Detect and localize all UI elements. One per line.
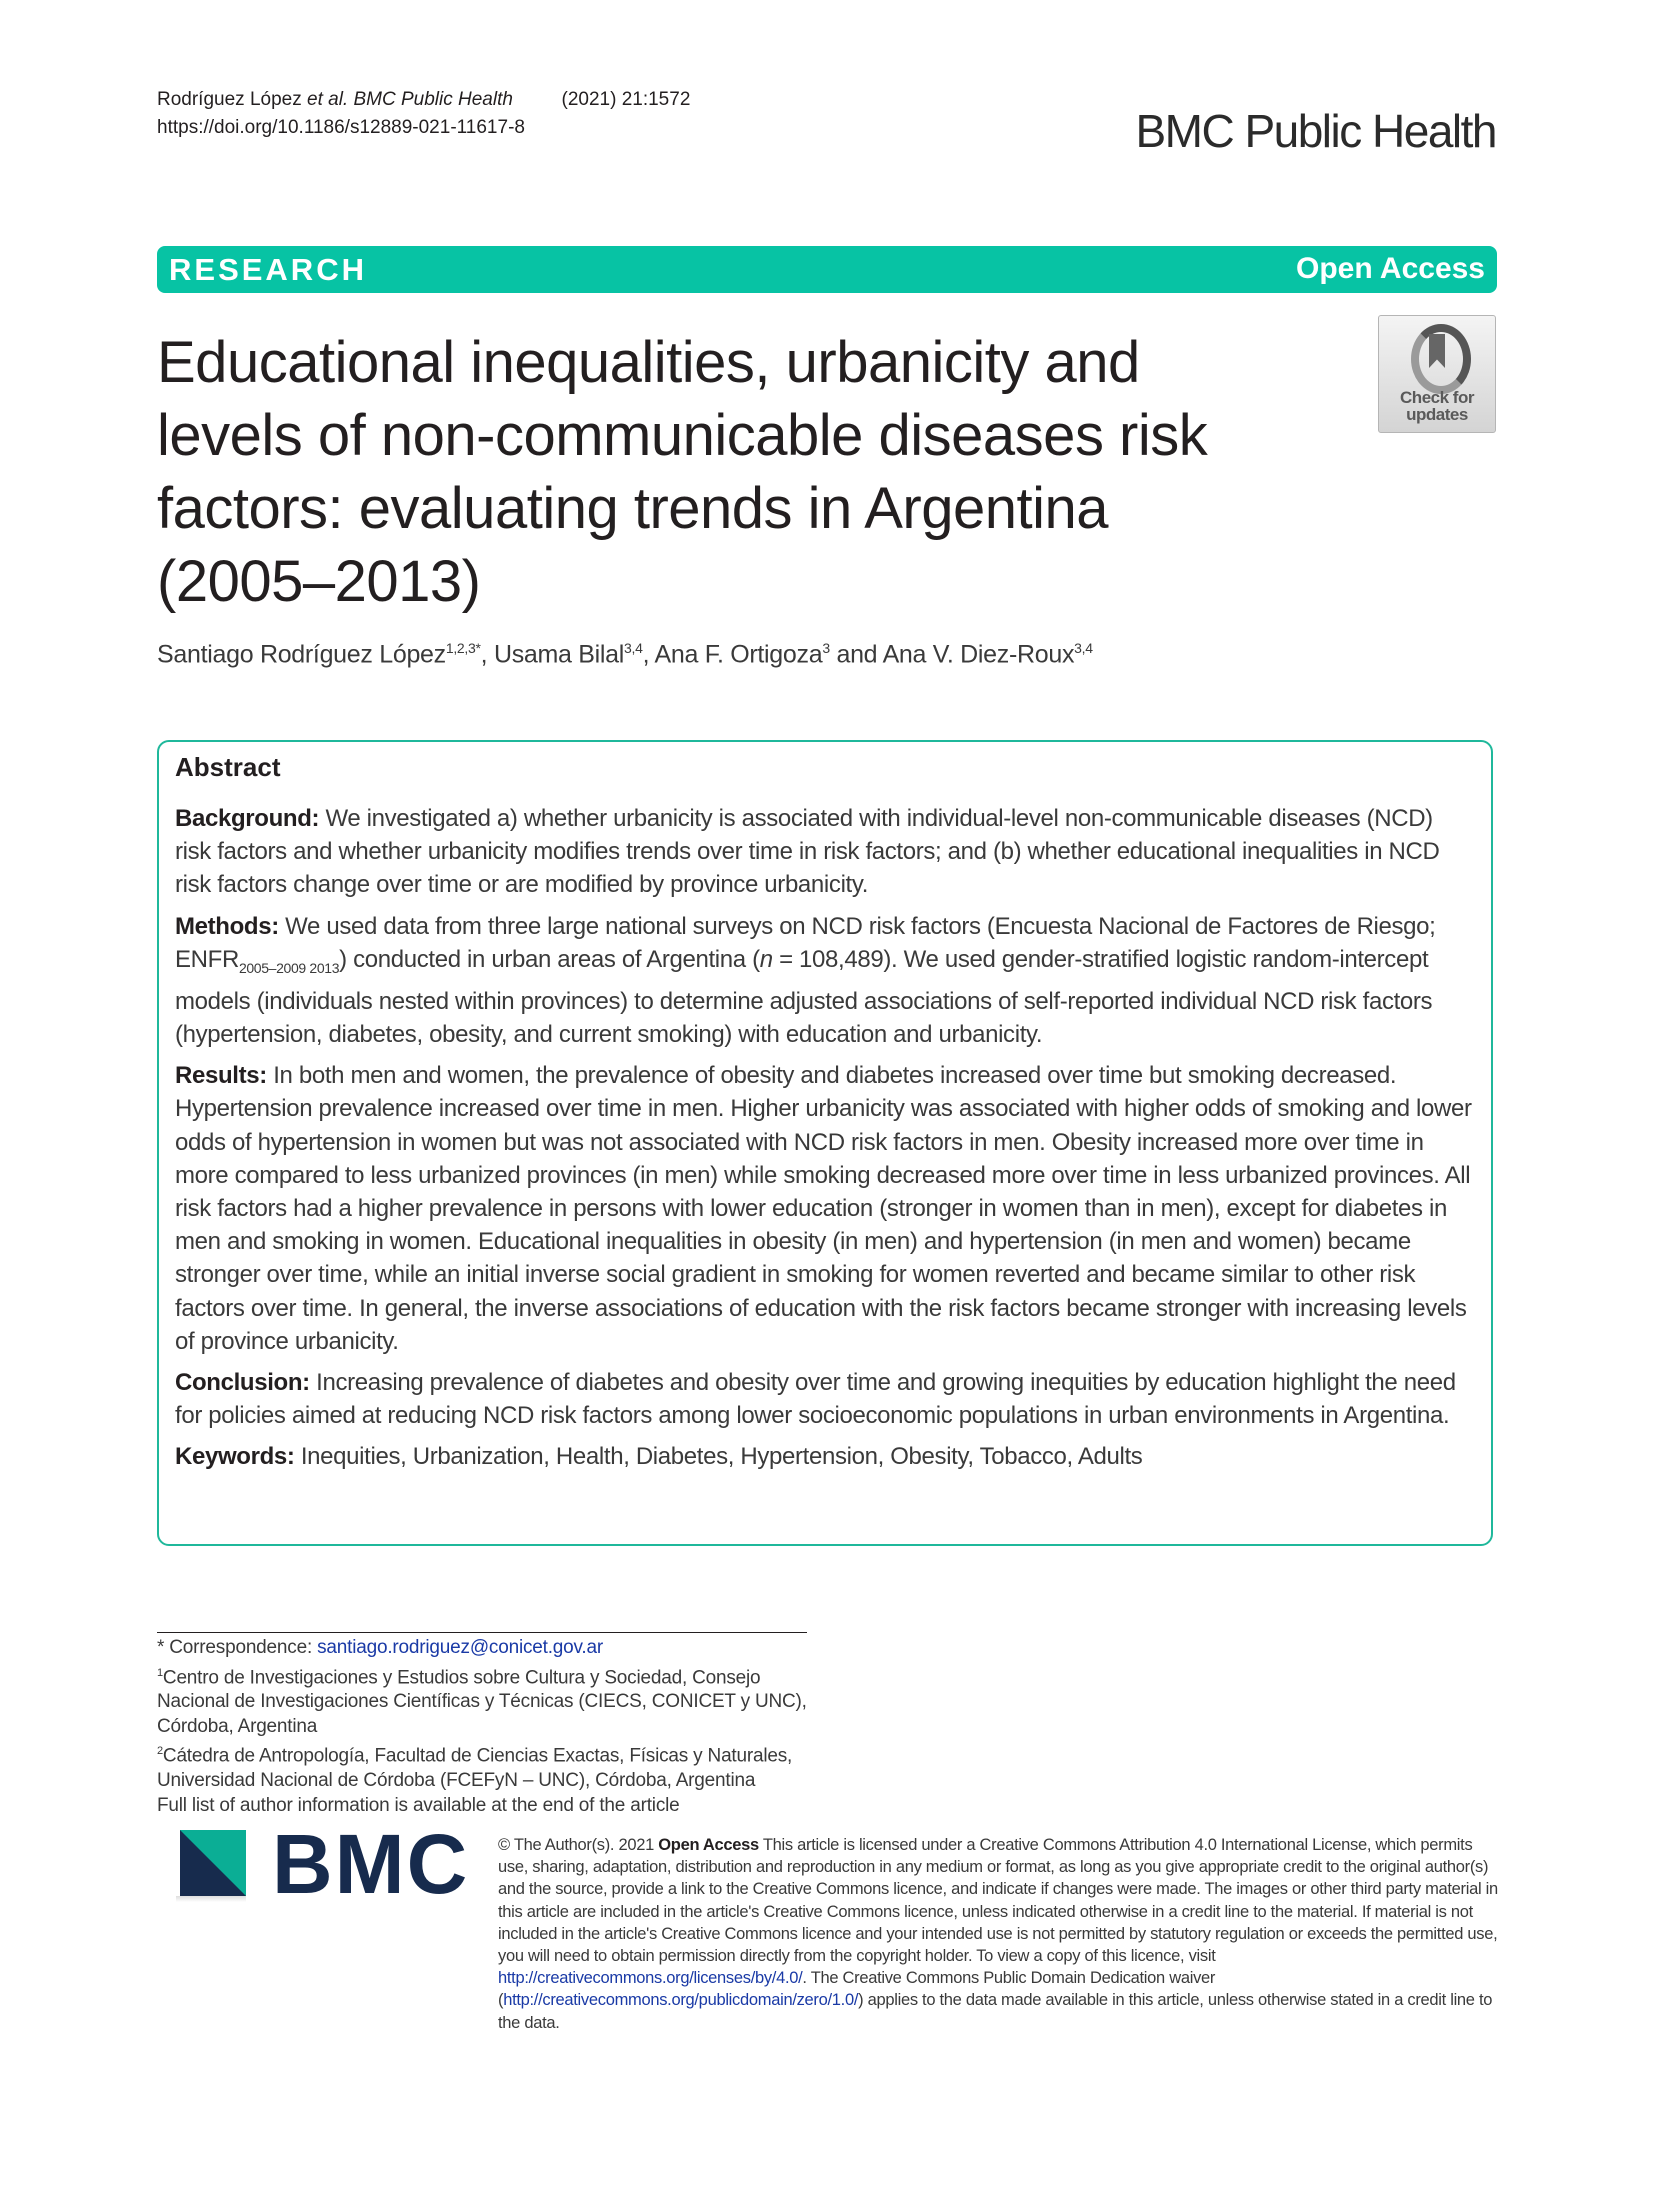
abstract-body (175, 802, 1475, 1482)
article-type-banner (157, 246, 1497, 293)
abstract-keywords: Keywords: Inequities, Urbanization, Health, Diabetes, Hypertension, Obesity, Tobacco, Adults (175, 1443, 1143, 1471)
abstract-heading: Abstract (175, 752, 281, 782)
journal-name: BMC Public Health (1135, 105, 1496, 157)
author-affiliation: 1,2,3* (445, 640, 481, 656)
abstract-methods: Methods: We used data from three large national surveys on NCD risk factors (Encuesta Nacional de Factores de Riesgo; $ENFR_{2005-2009 2013}$) conducted in urban areas of Argentina (n = 108,489). We used gender-stratified logistic random-intercept models (individuals nested within provinces) to determine adjusted associations of self-reported individual NCD risk factors (hypertension, diabetes, obesity, and current smoking) with education and urbanicity. (175, 912, 1436, 1049)
author-name[interactable]: Usama Bilal (493, 640, 625, 669)
author-name[interactable]: Ana V. Diez-Roux (882, 640, 1075, 669)
affiliation-2: $^2$Cátedra de Antropología, Facultad de Ciencias Exactas, Físicas y Naturales, Universidad Nacional de Córdoba (FCEFyN – UNC), Córdoba, Argentina (157, 1745, 793, 1792)
correspondence-email-link[interactable]: santiago.rodriguez@conicet.gov.ar (317, 1637, 603, 1658)
full-author-info-note: Full list of author information is available at the end of the article (157, 1794, 680, 1816)
doi-link[interactable]: https://doi.org/10.1186/s12889-021-11617-8 (157, 117, 525, 138)
author-name[interactable]: Santiago Rodríguez López (157, 640, 446, 669)
abstract-conclusion: Conclusion: Increasing prevalence of diabetes and obesity over time and growing inequities by education highlight the need for policies aimed at reducing NCD risk factors among lower socioeconomic populations in urban environments in Argentina. (175, 1369, 1456, 1430)
author-affiliation: 3,4 (624, 640, 643, 656)
title-line: levels of non-communicable diseases risk (157, 403, 1208, 468)
correspondence: * Correspondence: santiago.rodriguez@conicet.gov.ar (157, 1637, 603, 1658)
citation-authors: Rodríguez López (157, 89, 302, 110)
abstract-results: Results: In both men and women, the prevalence of obesity and diabetes increased over time but smoking decreased. Hypertension prevalence increased over time in men. Higher urbanicity was associated with higher odds of smoking and lower odds of hypertension in women but was not associated with NCD risk factors in men. Obesity increased more over time in more compared to less urbanized provinces (in men) while smoking decreased more over time in less urbanized provinces. All risk factors had a higher prevalence in persons with lower education (stronger in women than in men), except for diabetes in men and smoking in women. Educational inequalities in obesity (in men) and hypertension (in men and women) became stronger over time, while an initial inverse social gradient in smoking for women reverted and became similar to other risk factors over time. In general, the inverse associations of education with the risk factors became stronger with increasing levels of province urbanicity. (175, 1062, 1472, 1355)
article-title (157, 326, 1317, 618)
author-name[interactable]: Ana F. Ortigoza (654, 640, 823, 669)
bmc-logo-text: BMC (272, 1817, 470, 1911)
footnotes (157, 1636, 837, 1818)
article-type-label: RESEARCH (169, 252, 367, 287)
footnote-divider (157, 1632, 807, 1633)
cc-by-license-link[interactable]: http://creativecommons.org/licenses/by/4.0/ (498, 1969, 803, 1988)
author-affiliation: 3,4 (1074, 640, 1093, 656)
check-updates-line1: Check for (1400, 388, 1474, 407)
citation-journal: BMC Public Health (353, 89, 513, 110)
title-line: factors: evaluating trends in Argentina (157, 476, 1108, 541)
citation-etal: et al. (307, 89, 349, 110)
license-text: © The Author(s). 2021 Open Access This article is licensed under a Creative Commons Attribution 4.0 International License, which permits use, sharing, adaptation, distribution and reproduction in any medium or format, as long as you give appropriate credit to the original author(s) and the source, provide a link to the Creative Commons licence, and indicate if changes were made. The images or other third party material in this article are included in the article's Creative Commons licence, unless indicated otherwise in a credit line to the material. If material is not included in the article's Creative Commons licence and your intended use is not permitted by statutory regulation or exceeds the permitted use, you will need to obtain permission directly from the copyright holder. To view a copy of this licence, visit http://creativecommons.org/licenses/by/4.0/. The Creative Commons Public Domain Dedication waiver (http://creativecommons.org/publicdomain/zero/1.0/) applies to the data made available in this article, unless otherwise stated in a credit line to the data. (498, 1836, 1498, 2032)
title-line: (2005–2013) (157, 549, 481, 614)
check-for-updates-button[interactable] (1378, 315, 1496, 433)
author-list: Santiago Rodríguez López$^{1,2,3*}$, Usama Bilal$^{3,4}$, Ana F. Ortigoza$^3$ and Ana V. Diez-Roux$^{3,4}$ (157, 640, 1093, 669)
check-updates-line2: updates (1406, 405, 1468, 424)
cc0-waiver-link[interactable]: http://creativecommons.org/publicdomain/zero/1.0/ (503, 1991, 859, 2010)
affiliation-1: $^1$Centro de Investigaciones y Estudios sobre Cultura y Sociedad, Consejo Nacional de Investigaciones Científicas y Técnicas (CIECS, CONICET y UNC), Córdoba, Argentina (157, 1666, 807, 1737)
author-affiliation: 3 (822, 640, 830, 656)
open-access-label: Open Access (1296, 252, 1485, 285)
title-line: Educational inequalities, urbanicity and (157, 330, 1140, 395)
citation-volume: (2021) 21:1572 (561, 89, 691, 110)
abstract-background: Background: We investigated a) whether urbanicity is associated with individual-level non-communicable diseases (NCD) risk factors and whether urbanicity modifies trends over time in risk factors; and (b) whether educational inequalities in NCD risk factors change over time or are modified by province urbanicity. (175, 805, 1440, 899)
running-header-citation (157, 86, 690, 114)
abstract-box (157, 740, 1493, 1546)
